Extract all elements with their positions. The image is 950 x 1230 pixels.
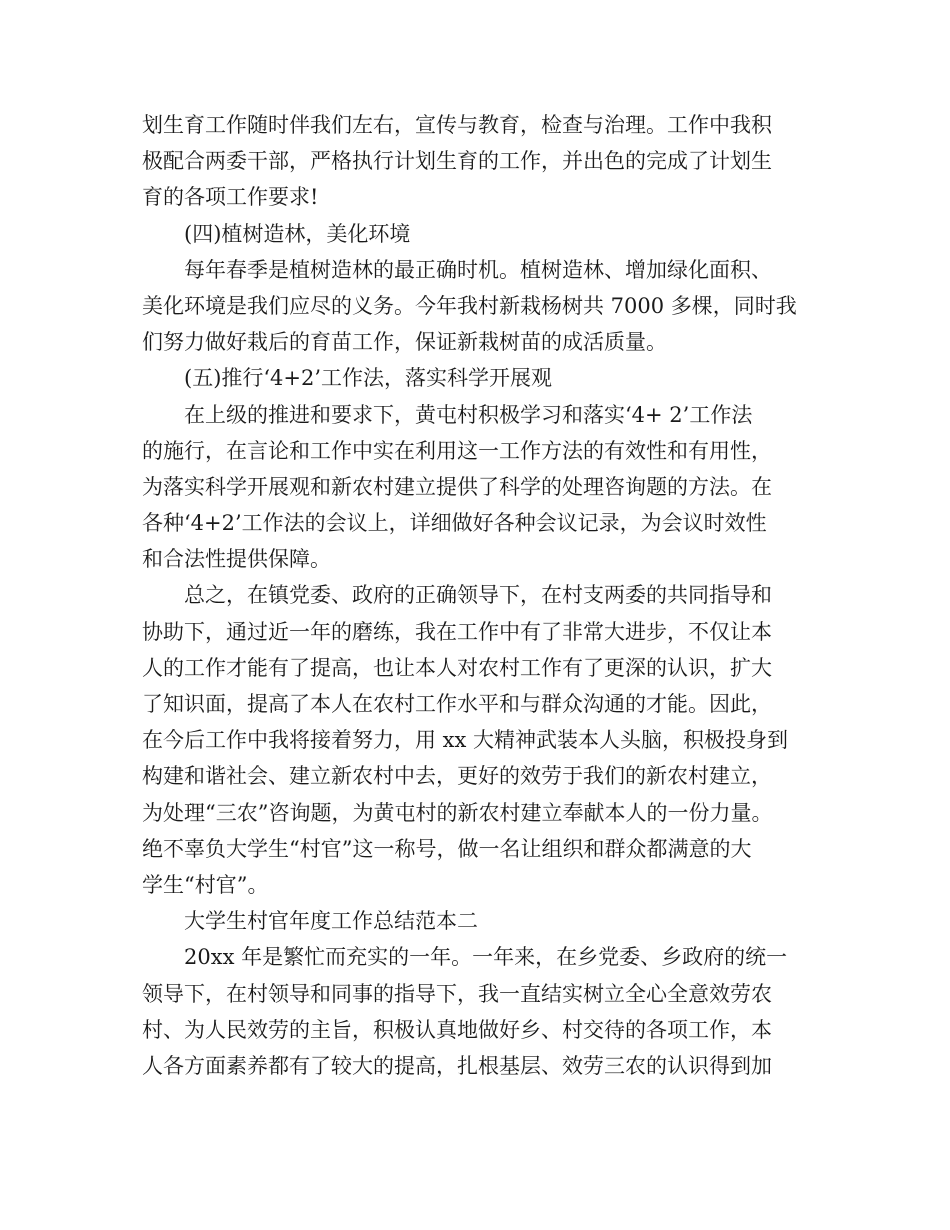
text-line: 构建和谐社会、建立新农村中去，更好的效劳于我们的新农村建立，: [142, 764, 772, 789]
text-line: 们努力做好栽后的育苗工作，保证新栽树苗的成活质量。: [142, 330, 667, 355]
text-line: 学生“村官”。: [142, 872, 269, 897]
text-line: 20xx 年是繁忙而充实的一年。一年来，在乡党委、乡政府的统一: [184, 945, 788, 970]
text-line: 各种‘4+2’工作法的会议上，详细做好各种会议记录，为会议时效性: [142, 511, 767, 536]
text-line: 协助下，通过近一年的磨练，我在工作中有了非常大进步，不仅让本: [142, 619, 772, 644]
text-line: 为处理“三农”咨询题，为黄屯村的新农村建立奉献本人的一份力量。: [142, 800, 773, 825]
text-line: 村、为人民效劳的主旨，积极认真地做好乡、村交待的各项工作，本: [142, 1017, 772, 1042]
section-heading: (五)推行‘4+2’工作法，落实科学开展观: [184, 366, 553, 391]
text-line: 育的各项工作要求!: [142, 185, 319, 210]
text-line: 每年春季是植树造林的最正确时机。植树造林、增加绿化面积、: [184, 257, 772, 282]
document-body: [142, 107, 832, 1084]
text-line: 总之，在镇党委、政府的正确领导下，在村支两委的共同指导和: [184, 583, 772, 608]
text-line: 的施行，在言论和工作中实在利用这一工作方法的有效性和有用性，: [142, 438, 772, 463]
text-line: 极配合两委干部，严格执行计划生育的工作，并出色的完成了计划生: [142, 149, 772, 174]
text-line: 在今后工作中我将接着努力，用 xx 大精神武装本人头脑，积极投身到: [142, 728, 789, 753]
text-line: 绝不辜负大学生“村官”这一称号，做一名让组织和群众都满意的大: [142, 836, 752, 861]
text-line: 了知识面，提高了本人在农村工作水平和与群众沟通的才能。因此，: [142, 692, 772, 716]
section-heading: 大学生村官年度工作总结范本二: [184, 909, 478, 934]
section-heading: (四)植树造林，美化环境: [184, 221, 411, 246]
text-line: 人的工作才能有了提高，也让本人对农村工作有了更深的认识，扩大: [142, 655, 772, 680]
text-line: 在上级的推进和要求下，黄屯村积极学习和落实‘4+ 2’工作法: [184, 402, 753, 427]
text-line: 为落实科学开展观和新农村建立提供了科学的处理咨询题的方法。在: [142, 474, 772, 499]
text-line: 划生育工作随时伴我们左右，宣传与教育，检查与治理。工作中我积: [142, 113, 772, 137]
text-line: 人各方面素养都有了较大的提高，扎根基层、效劳三农的认识得到加: [142, 1053, 772, 1078]
text-line: 领导下，在村领导和同事的指导下，我一直结实树立全心全意效劳农: [142, 981, 772, 1006]
text-line: 和合法性提供保障。: [142, 547, 331, 572]
text-line: 美化环境是我们应尽的义务。今年我村新栽杨树共 7000 多棵，同时我: [142, 293, 797, 318]
